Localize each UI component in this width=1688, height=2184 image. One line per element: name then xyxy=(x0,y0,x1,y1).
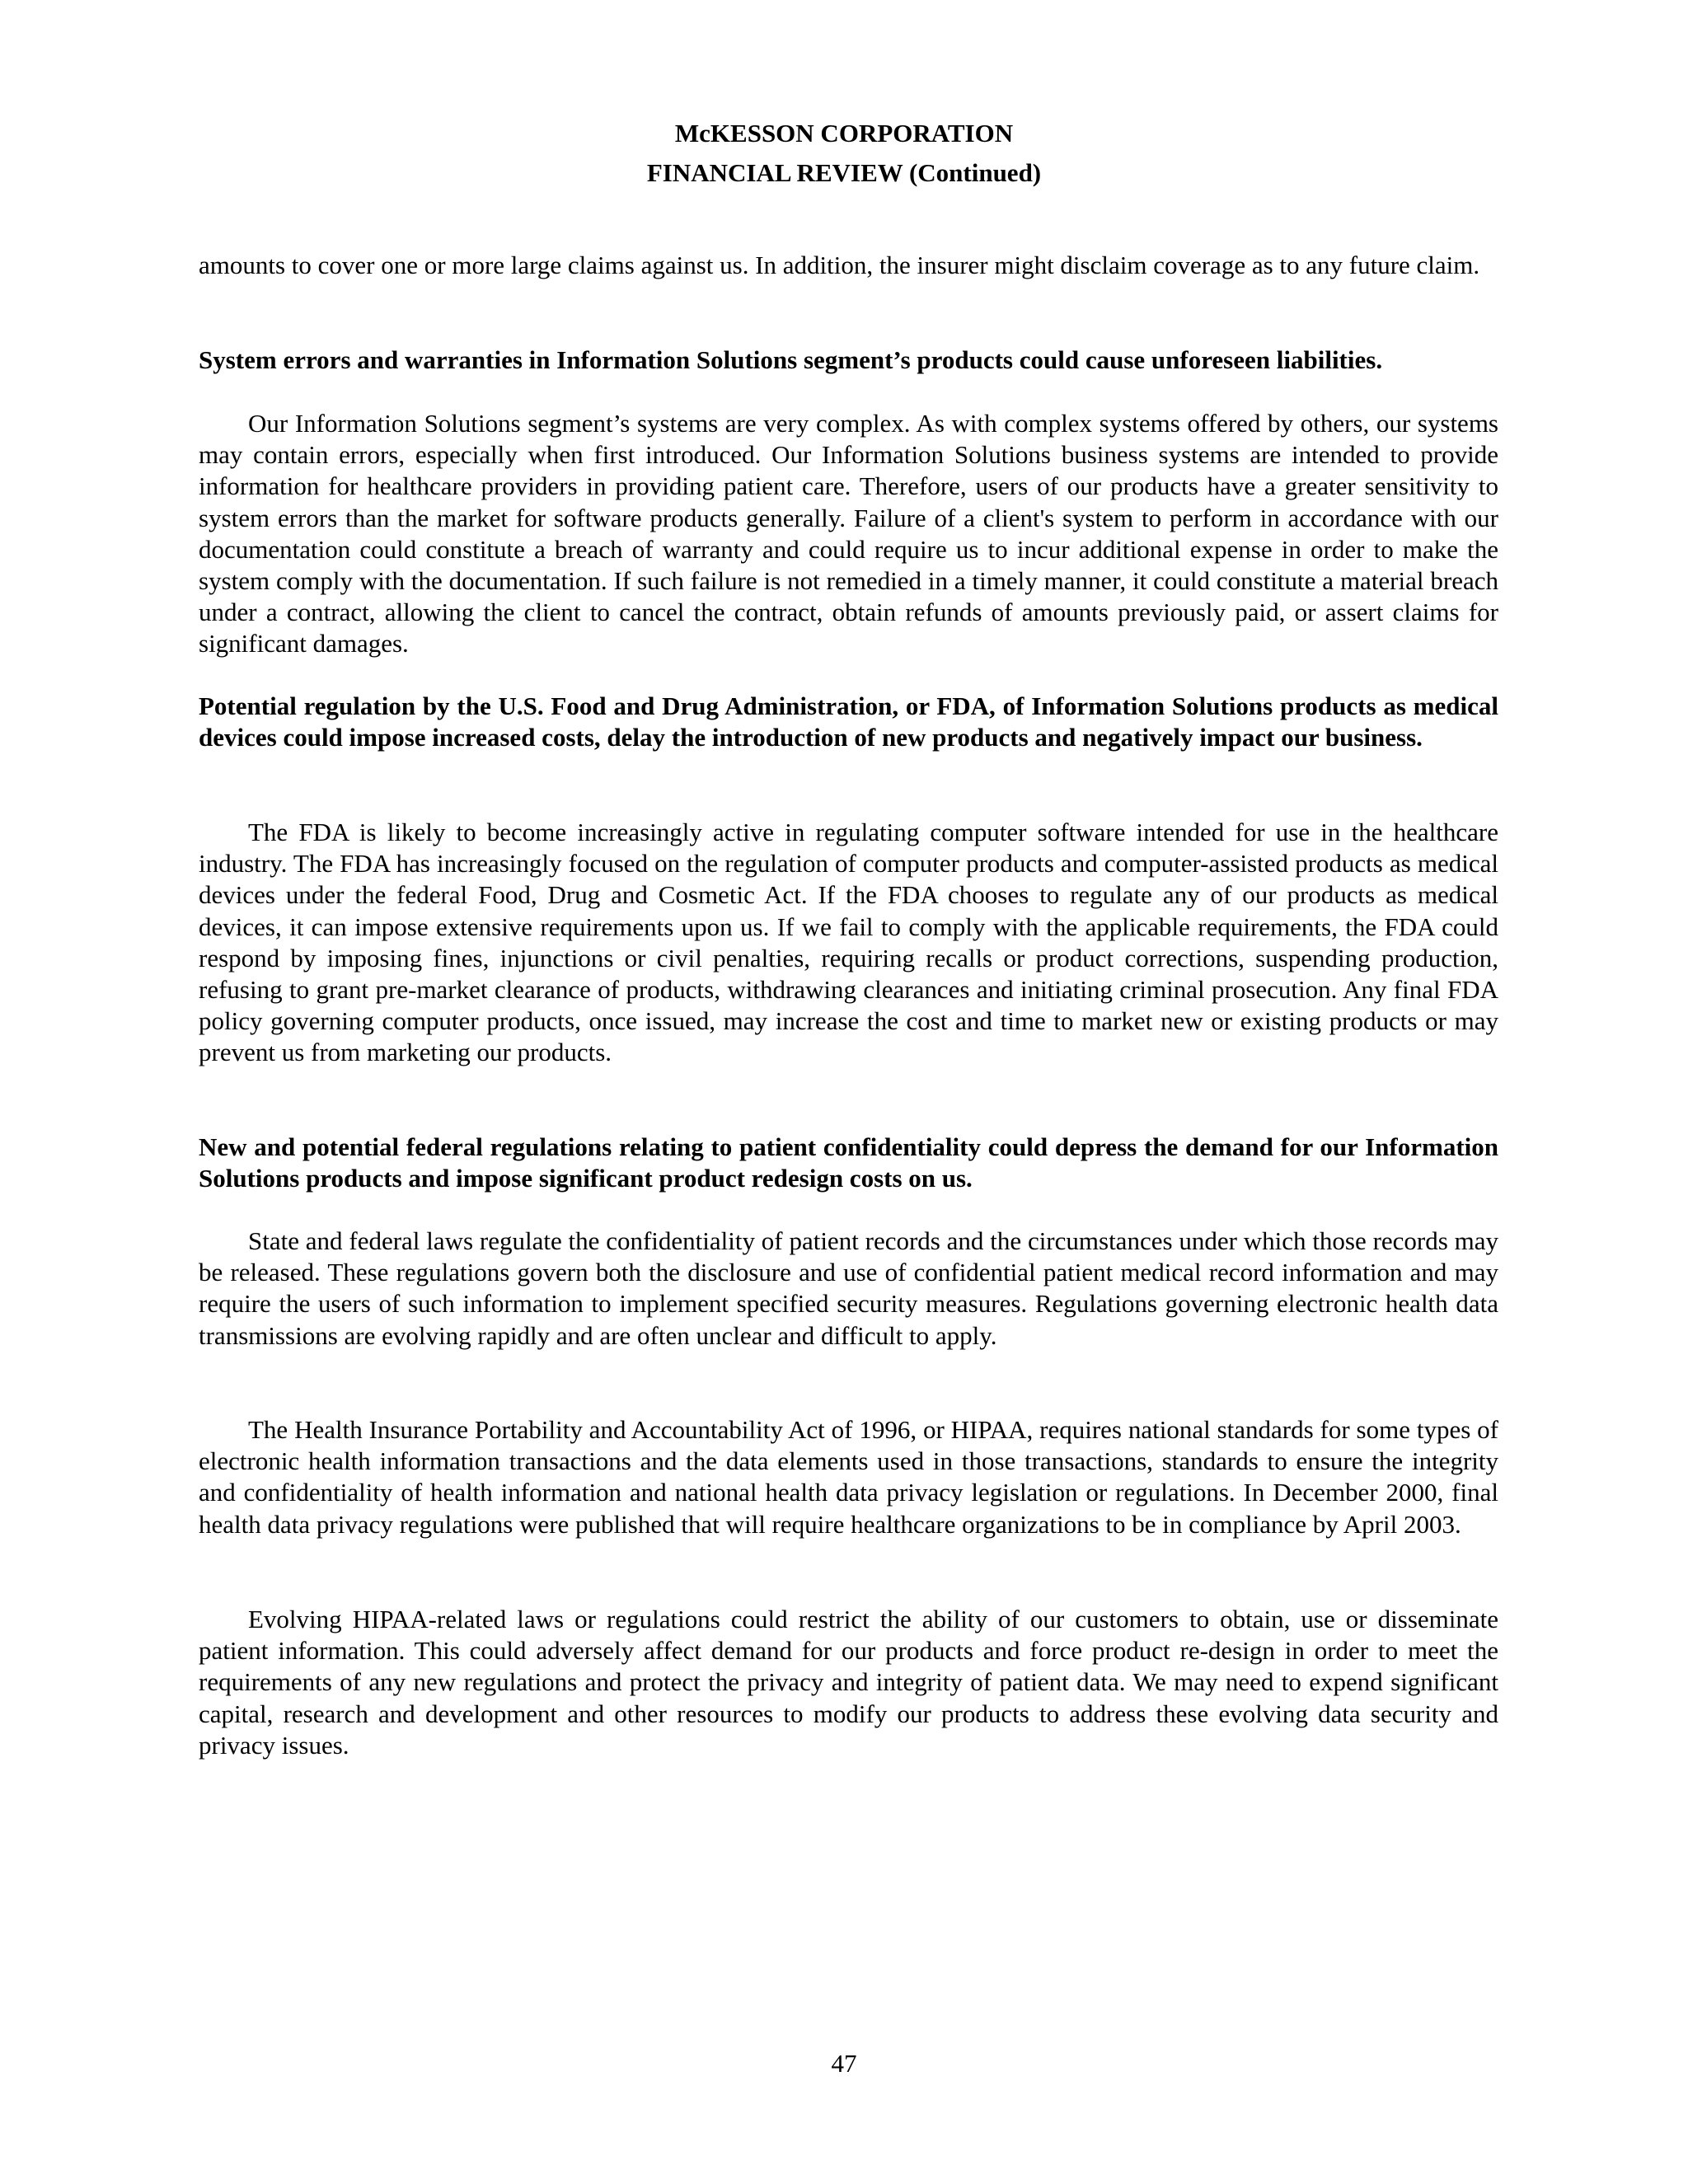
heading-fda-regulation: Potential regulation by the U.S. Food and Drug Administration, or FDA, of Information Solutions products as medical devices could impose increased costs, delay the introduction of new products and negatively impact our business. xyxy=(199,691,1498,752)
continued-paragraph: amounts to cover one or more large claims against us. In addition, the insurer might disclaim coverage as to any future claim. xyxy=(199,251,1480,279)
company-name: McKESSON CORPORATION xyxy=(674,119,1014,148)
paragraph-hipaa: The Health Insurance Portability and Accountability Act of 1996, or HIPAA, requires national standards for some types of electronic health information transactions and the data elements used in those transactions, standards to ensure the integrity and confidentiality of health information and national health data privacy legislation or regulations. In December 2000, final health data privacy regulations were published that will require healthcare organizations to be in compliance by April 2003. xyxy=(199,1415,1498,1539)
heading-patient-confidentiality: New and potential federal regulations relating to patient confidentiality could depress the demand for our Information Solutions products and impose significant product redesign costs on us. xyxy=(199,1132,1498,1193)
section-title: FINANCIAL REVIEW (Continued) xyxy=(646,158,1042,187)
page-number: 47 xyxy=(831,2049,857,2078)
heading-system-errors: System errors and warranties in Information Solutions segment’s products could cause unforeseen liabilities. xyxy=(199,345,1383,374)
paragraph-confidentiality-laws: State and federal laws regulate the confidentiality of patient records and the circumstances under which those records may be released. These regulations govern both the disclosure and use of confidential patient medical record information and may require the users of such information to implement specified security measures. Regulations governing electronic health data transmissions are evolving rapidly and are often unclear and difficult to apply. xyxy=(199,1226,1498,1350)
paragraph-system-errors: Our Information Solutions segment’s systems are very complex. As with complex systems offered by others, our systems may contain errors, especially when first introduced. Our Information Solutions business systems are intended to provide information for healthcare providers in providing patient care. Therefore, users of our products have a greater sensitivity to system errors than the market for software products generally. Failure of a client's system to perform in accordance with our documentation could constitute a breach of warranty and could require us to incur additional expense in order to make the system comply with the documentation. If such failure is not remedied in a timely manner, it could constitute a material breach under a contract, allowing the client to cancel the contract, obtain refunds of amounts previously paid, or assert claims for significant damages. xyxy=(199,409,1498,658)
paragraph-evolving-hipaa: Evolving HIPAA-related laws or regulations could restrict the ability of our customers to obtain, use or disseminate patient information. This could adversely affect demand for our products and force product re-design in order to meet the requirements of any new regulations and protect the privacy and integrity of patient data. We may need to expend significant capital, research and development and other resources to modify our products to address these evolving data security and privacy issues. xyxy=(199,1605,1498,1760)
paragraph-fda-regulation: The FDA is likely to become increasingly active in regulating computer software intended for use in the healthcare industry. The FDA has increasingly focused on the regulation of computer products and computer-assisted products as medical devices under the federal Food, Drug and Cosmetic Act. If the FDA chooses to regulate any of our products as medical devices, it can impose extensive requirements upon us. If we fail to comply with the applicable requirements, the FDA could respond by imposing fines, injunctions or civil penalties, requiring recalls or product corrections, suspending production, refusing to grant pre-market clearance of products, withdrawing clearances and initiating criminal prosecution. Any final FDA policy governing computer products, once issued, may increase the cost and time to market new or existing products or may prevent us from marketing our products. xyxy=(199,818,1498,1067)
